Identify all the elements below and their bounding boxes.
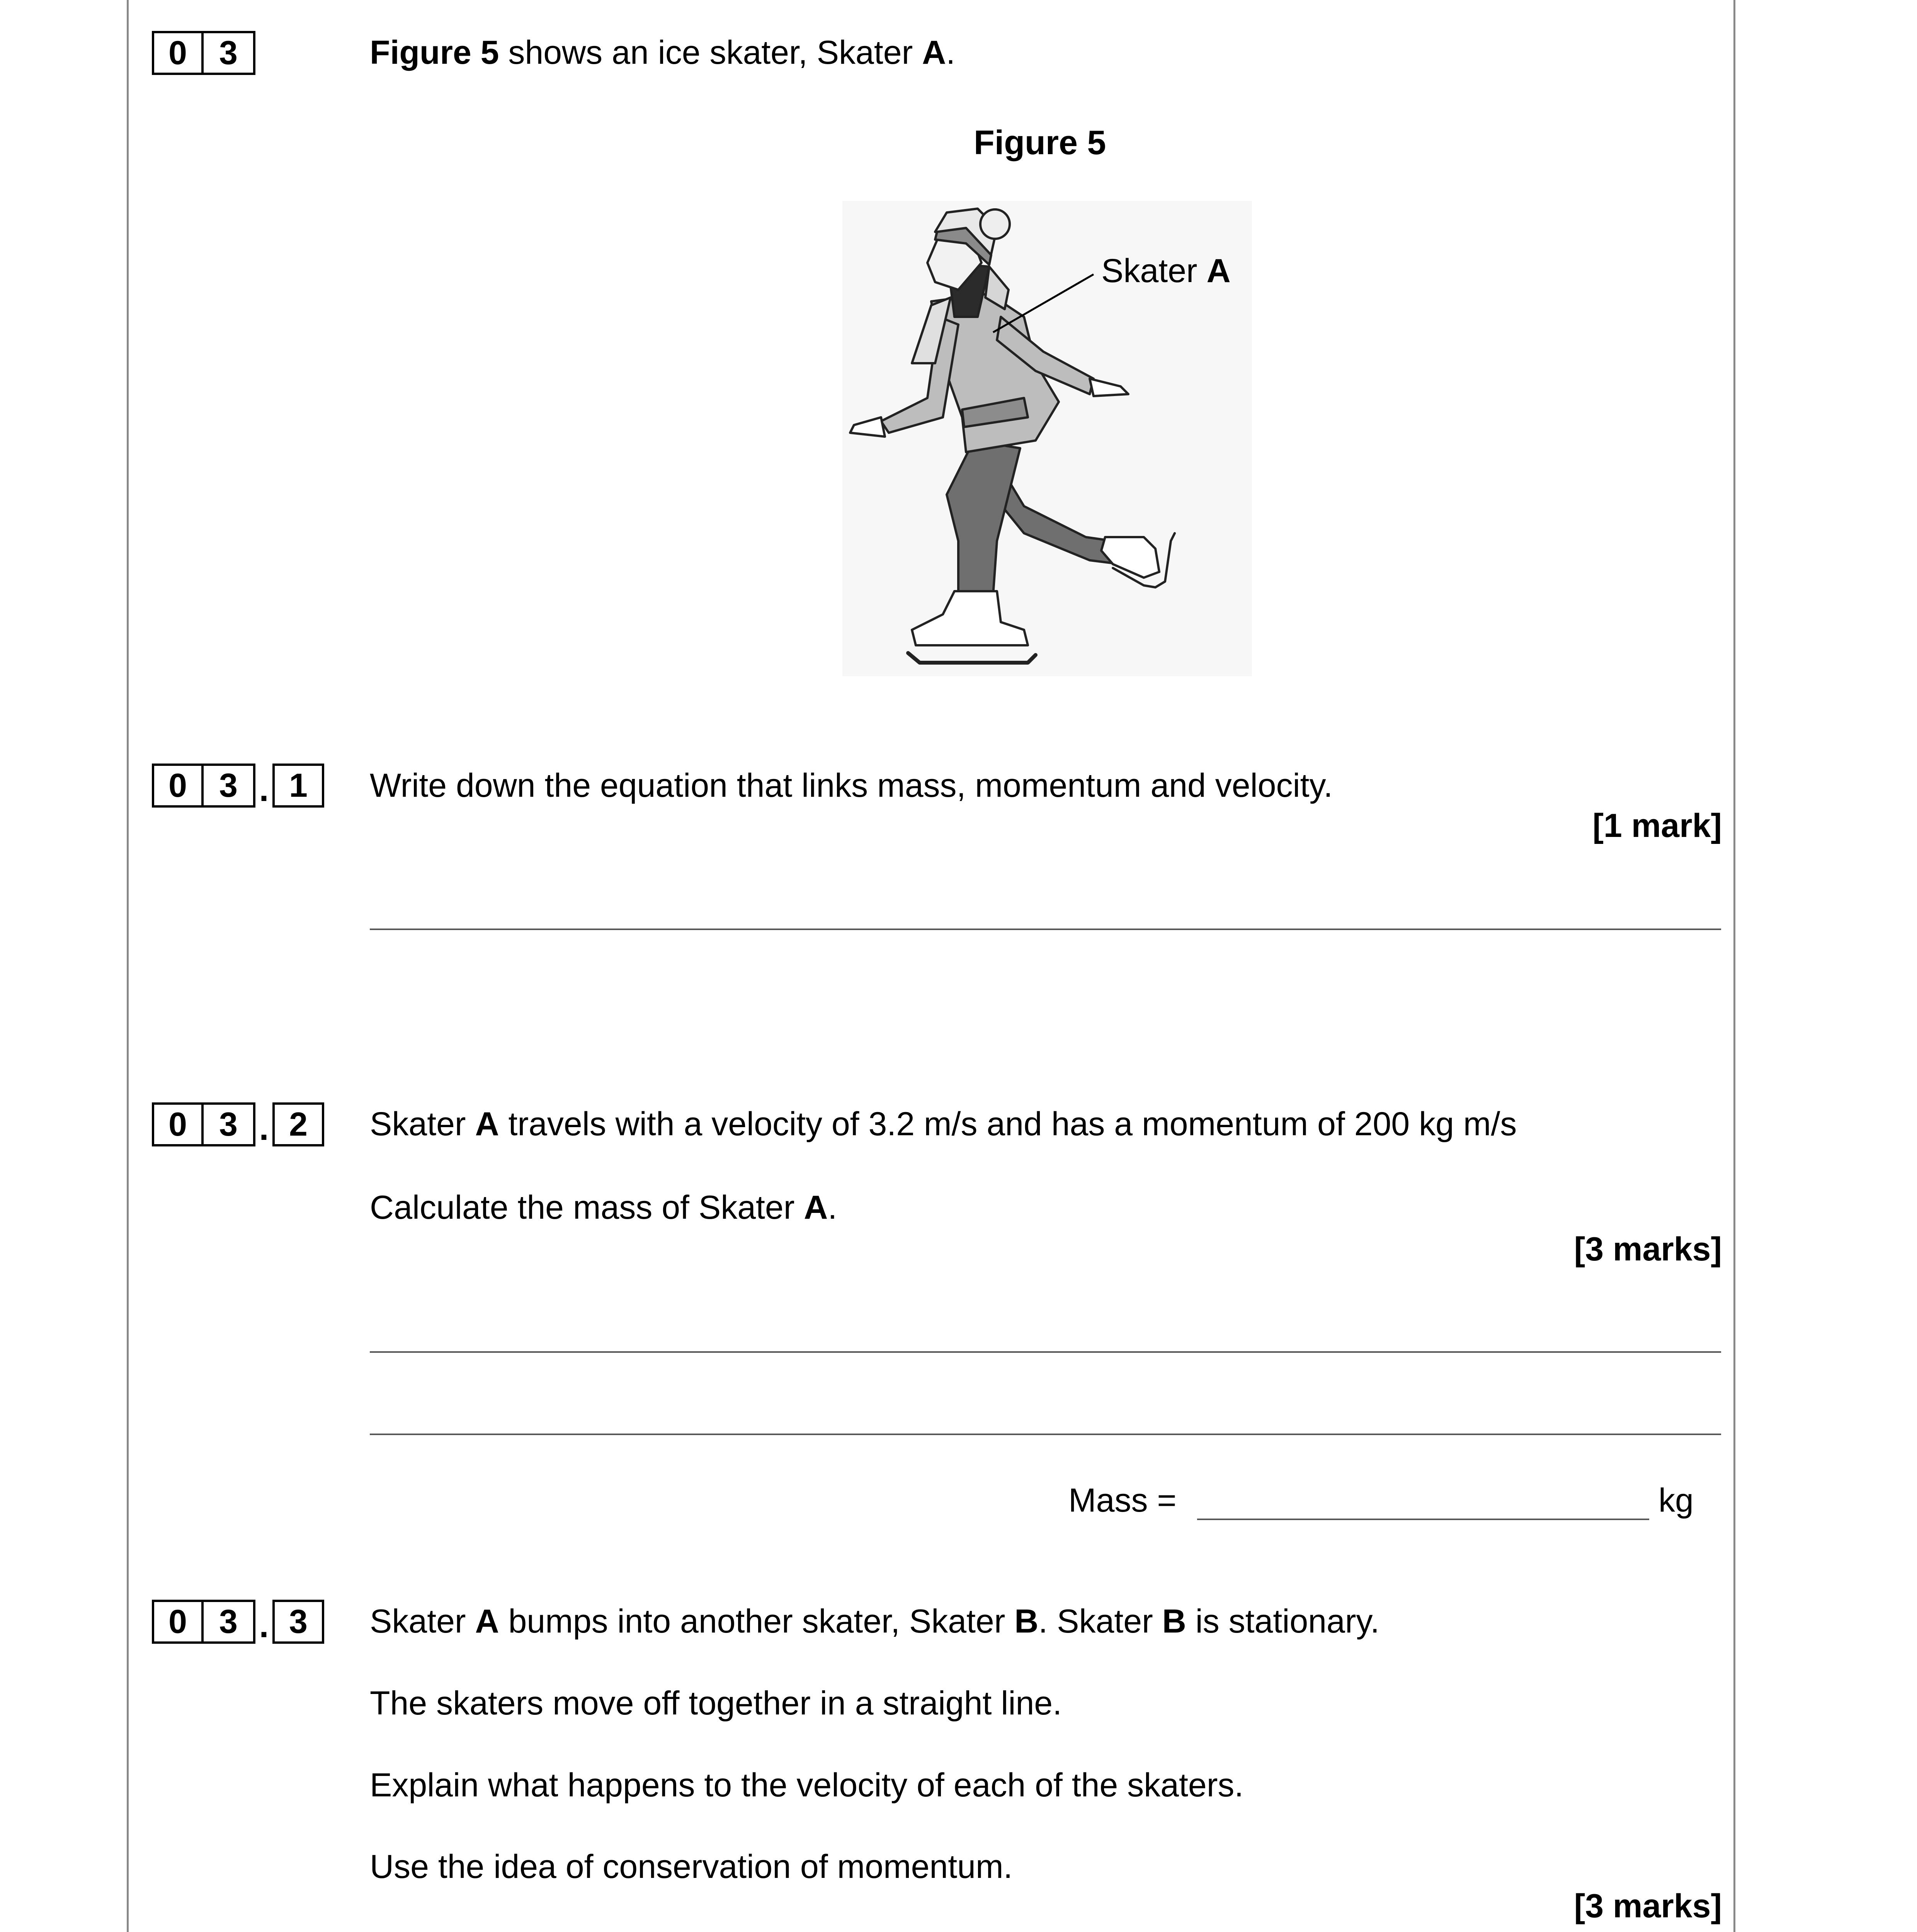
figure-label: Skater A	[1101, 252, 1231, 289]
digit-box: 3	[204, 31, 255, 75]
question-03-2-line2: Calculate the mass of Skater A.	[370, 1189, 837, 1226]
number-dot: .	[259, 770, 269, 809]
number-dot: .	[259, 1109, 269, 1148]
skater-figure	[842, 201, 1252, 676]
digit-box: 1	[272, 764, 324, 808]
digit-box: 3	[272, 1600, 324, 1644]
left-margin-line	[127, 0, 129, 1932]
figure-title: Figure 5	[974, 123, 1106, 162]
answer-line[interactable]	[370, 1351, 1721, 1353]
question-03-3-line2: The skaters move off together in a straight line.	[370, 1685, 1062, 1722]
question-03-1-text: Write down the equation that links mass, momentum and velocity.	[370, 767, 1333, 804]
digit-box: 0	[152, 31, 204, 75]
number-dot: .	[259, 1606, 269, 1645]
digit-box: 0	[152, 1102, 204, 1146]
question-03-3-line1: Skater A bumps into another skater, Skater B. Skater B is stationary.	[370, 1603, 1379, 1640]
mass-unit: kg	[1658, 1482, 1694, 1519]
digit-box: 2	[272, 1102, 324, 1146]
digit-box: 0	[152, 764, 204, 808]
figure-ref: Figure 5	[370, 34, 499, 71]
question-number-03-2	[152, 1102, 324, 1146]
hat-pompom	[980, 209, 1010, 239]
question-03-3-line3: Explain what happens to the velocity of each of the skaters.	[370, 1767, 1244, 1804]
question-number-03-1	[152, 764, 324, 808]
answer-line[interactable]	[370, 929, 1721, 930]
answer-line[interactable]	[370, 1434, 1721, 1435]
marks-03-3: [3 marks]	[1574, 1888, 1722, 1925]
question-number-03	[152, 31, 255, 75]
right-margin-line	[1733, 0, 1735, 1932]
digit-box: 3	[204, 1600, 255, 1644]
question-number-03-3	[152, 1600, 324, 1644]
digit-box: 3	[204, 1102, 255, 1146]
mass-answer-label: Mass =	[1068, 1482, 1177, 1519]
marks-03-1: [1 mark]	[1592, 807, 1722, 844]
question-03-3-line4: Use the idea of conservation of momentum.	[370, 1848, 1013, 1885]
marks-03-2: [3 marks]	[1574, 1231, 1722, 1268]
question-03-2-line1: Skater A travels with a velocity of 3.2 m/s and has a momentum of 200 kg m/s	[370, 1105, 1517, 1143]
digit-box: 3	[204, 764, 255, 808]
digit-box: 0	[152, 1600, 204, 1644]
mass-answer-field[interactable]	[1197, 1519, 1649, 1520]
question-03-intro: Figure 5 shows an ice skater, Skater A.	[370, 34, 956, 71]
